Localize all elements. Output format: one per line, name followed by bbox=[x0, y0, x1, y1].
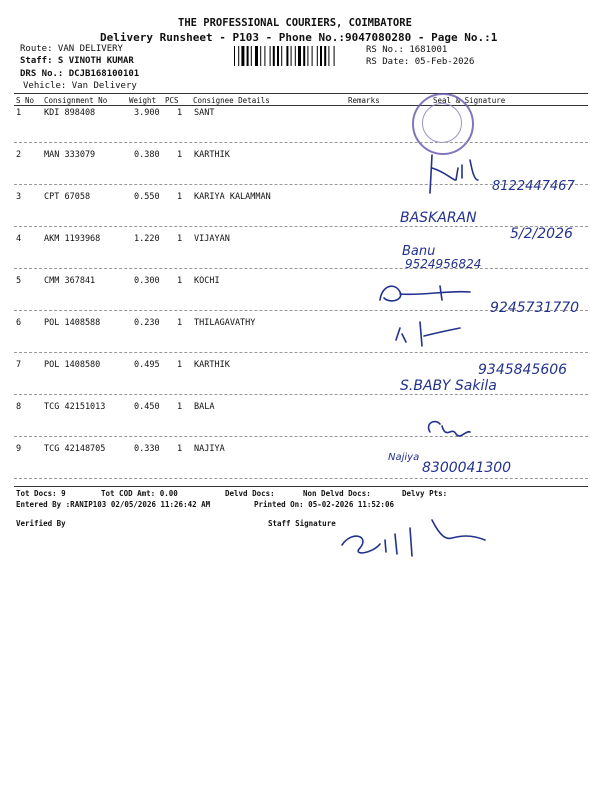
row-7-consignment: POL 1408580 bbox=[44, 360, 101, 370]
row-5-sno: 5 bbox=[16, 276, 22, 286]
row-4-consignment: AKM 1193968 bbox=[44, 234, 101, 244]
row-1-consignee: SANT bbox=[194, 108, 215, 118]
row-2-consignment: MAN 333079 bbox=[44, 150, 96, 160]
signature-row-5 bbox=[380, 286, 470, 301]
row-8-consignment: TCG 42151013 bbox=[44, 402, 106, 412]
col-pcs: PCS bbox=[165, 96, 179, 105]
non-delivered-docs: Non Delvd Docs: bbox=[303, 489, 371, 498]
row-3-consignment: CPT 67058 bbox=[44, 192, 91, 202]
row-6-sno: 6 bbox=[16, 318, 22, 328]
hw-date: 5/2/2026 bbox=[510, 226, 573, 242]
row-8-pcs: 1 bbox=[177, 402, 183, 412]
row-3-pcs: 1 bbox=[177, 192, 183, 202]
entered-by: Entered By :RANIP103 02/05/2026 11:26:42 AM bbox=[16, 500, 211, 509]
runsheet-subtitle: Delivery Runsheet - P103 - Phone No.:9047080280 - Page No.:1 bbox=[100, 31, 498, 44]
row-1-pcs: 1 bbox=[177, 108, 183, 118]
row-2-consignee: KARTHIK bbox=[194, 150, 230, 160]
hw-name-banu: Banu bbox=[402, 244, 436, 259]
row-4-weight: 1.220 bbox=[134, 234, 160, 244]
row-1-consignment: KDI 898408 bbox=[44, 108, 96, 118]
row-7-sno: 7 bbox=[16, 360, 22, 370]
row-8-consignee: BALA bbox=[194, 402, 215, 412]
row-7-weight: 0.495 bbox=[134, 360, 160, 370]
row-4-consignee: VIJAYAN bbox=[194, 234, 230, 244]
row-4-sno: 4 bbox=[16, 234, 22, 244]
row-9-sno: 9 bbox=[16, 444, 22, 454]
row-3-weight: 0.550 bbox=[134, 192, 160, 202]
vehicle-label: Vehicle: Van Delivery bbox=[23, 81, 137, 91]
signature-row-6 bbox=[396, 322, 460, 346]
row-8-sno: 8 bbox=[16, 402, 22, 412]
row-6-weight: 0.230 bbox=[134, 318, 160, 328]
total-docs: Tot Docs: 9 bbox=[16, 489, 66, 498]
col-seal-signature: Seal & Signature bbox=[433, 96, 506, 105]
row-6-consignee: THILAGAVATHY bbox=[194, 318, 256, 328]
col-consignment: Consignment No bbox=[44, 96, 108, 105]
hw-phone-4: 9345845606 bbox=[478, 362, 568, 378]
delivered-docs: Delvd Docs: bbox=[225, 489, 275, 498]
row-2-weight: 0.380 bbox=[134, 150, 160, 160]
hw-name-baby-sakila: S.BABY Sakila bbox=[400, 378, 497, 394]
row-9-consignment: TCG 42148705 bbox=[44, 444, 106, 454]
verified-by-label: Verified By bbox=[16, 519, 66, 528]
row-9-consignee: NAJIYA bbox=[194, 444, 225, 454]
company-title: THE PROFESSIONAL COURIERS, COIMBATORE bbox=[178, 17, 412, 29]
row-5-weight: 0.300 bbox=[134, 276, 160, 286]
route-label: Route: VAN DELIVERY bbox=[20, 44, 123, 54]
hw-phone-1: 8122447467 bbox=[492, 179, 575, 194]
hw-name-baskaran: BASKARAN bbox=[400, 210, 477, 226]
row-6-pcs: 1 bbox=[177, 318, 183, 328]
col-weight: Weight bbox=[129, 96, 157, 105]
row-3-consignee: KARIYA KALAMMAN bbox=[194, 192, 271, 202]
row-9-weight: 0.330 bbox=[134, 444, 160, 454]
rs-date: RS Date: 05-Feb-2026 bbox=[366, 57, 475, 67]
total-cod-amount: Tot COD Amt: 0.00 bbox=[101, 489, 178, 498]
hw-phone-2: 9524956824 bbox=[405, 257, 482, 271]
hw-phone-5: 8300041300 bbox=[422, 460, 512, 476]
row-7-pcs: 1 bbox=[177, 360, 183, 370]
col-remarks: Remarks bbox=[348, 96, 380, 105]
row-1-sno: 1 bbox=[16, 108, 22, 118]
row-2-sno: 2 bbox=[16, 150, 22, 160]
row-2-pcs: 1 bbox=[177, 150, 183, 160]
row-5-pcs: 1 bbox=[177, 276, 183, 286]
delivery-points: Delvy Pts: bbox=[402, 489, 448, 498]
row-7-consignee: KARTHIK bbox=[194, 360, 230, 370]
rs-number: RS No.: 1681001 bbox=[366, 45, 448, 55]
row-6-consignment: POL 1408588 bbox=[44, 318, 101, 328]
signature-row-8 bbox=[429, 422, 470, 436]
hw-name-najiya: Najiya bbox=[388, 452, 420, 463]
hw-phone-3: 9245731770 bbox=[490, 300, 580, 316]
col-consignee: Consignee Details bbox=[193, 96, 270, 105]
col-sno: S No bbox=[16, 96, 35, 105]
staff-signature-label: Staff Signature bbox=[268, 519, 336, 528]
printed-on: Printed On: 05-02-2026 11:52:06 bbox=[254, 500, 394, 509]
row-1-weight: 3.900 bbox=[134, 108, 160, 118]
row-5-consignee: KOCHI bbox=[194, 276, 220, 286]
signature-row-2 bbox=[430, 155, 478, 193]
row-9-pcs: 1 bbox=[177, 444, 183, 454]
row-8-weight: 0.450 bbox=[134, 402, 160, 412]
staff-label: Staff: S VINOTH KUMAR bbox=[20, 56, 134, 66]
drs-label: DRS No.: DCJB168100101 bbox=[20, 69, 140, 79]
row-5-consignment: CMM 367841 bbox=[44, 276, 96, 286]
staff-signature-scribble bbox=[342, 520, 485, 556]
row-4-pcs: 1 bbox=[177, 234, 183, 244]
row-3-sno: 3 bbox=[16, 192, 22, 202]
